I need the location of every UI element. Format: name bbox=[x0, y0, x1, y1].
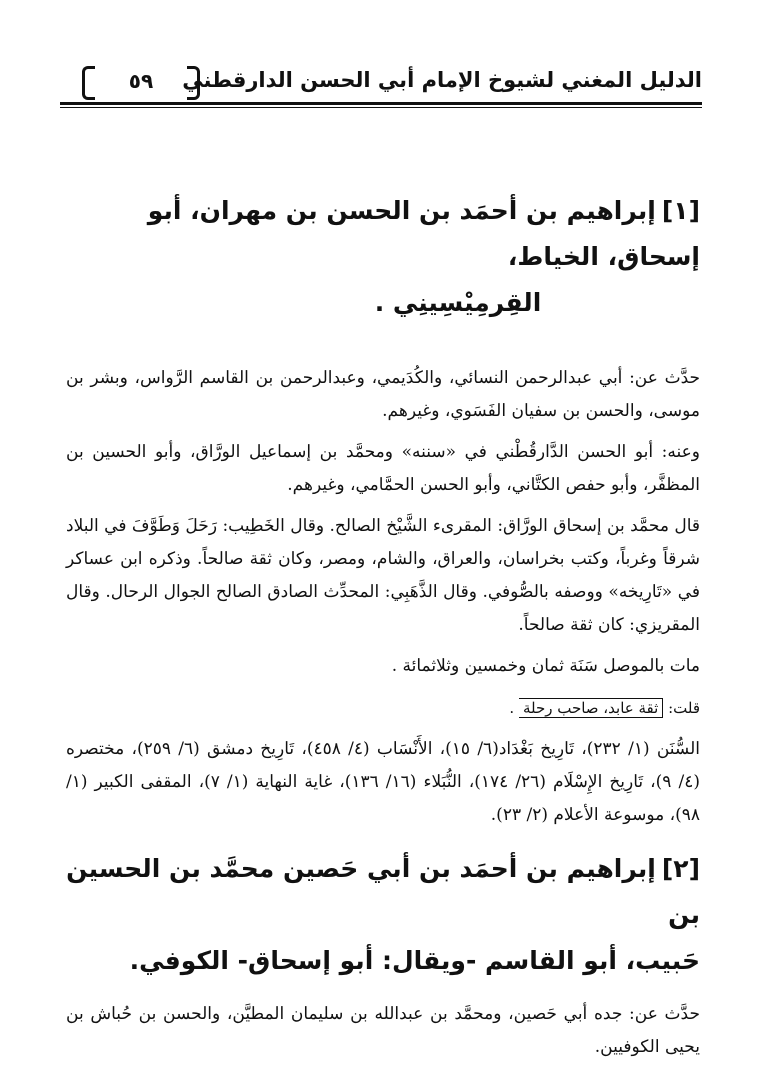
entry-narrators: وعنه: أبو الحسن الدَّارقُطْني في «سننه» ومحمَّد بن إسماعيل الورَّاق، وأبو الحسين بن المظفَّر، وأبو حفص الكتَّاني، وأبو الحسن الحمَّامي، وغيرهم. bbox=[66, 442, 700, 495]
entry-sources: السُّنَن (١/ ٢٣٢)، تَارِيخ بَغْدَاد(٦/ ١٥)، الأَنْسَاب (٤/ ٤٥٨)، تَارِيخ دمشق (٦/ ٢٥٩)، مختصره (٤/ ٩)، تَارِيخ الإِسْلَام (٢٦/ ١٧٤)، النُّبَلاء (١٦/ ١٣٦)، غاية النهاية (١/ ٧)، المقفى الكبير (١/ ٩٨)، موسوعة الأعلام (٢/ ٢٣). bbox=[66, 739, 700, 825]
running-header bbox=[60, 62, 702, 108]
page-number-frame bbox=[82, 66, 200, 96]
entry-title-line1: إبراهيم بن أحمَد بن أبي حَصين محمَّد بن الحسين بن bbox=[66, 854, 700, 929]
note-suffix: . bbox=[509, 699, 519, 717]
entry-number: [٢] bbox=[661, 854, 700, 883]
entry-heading-1 bbox=[66, 188, 700, 326]
entry-title-line2: القِرمِيْسِينِي . bbox=[374, 288, 542, 317]
entry-title-line1: إبراهيم بن أحمَد بن الحسن بن مهران، أبو إسحاق، الخياط، bbox=[147, 196, 700, 271]
note-prefix: قلت: bbox=[668, 699, 700, 717]
page-content bbox=[66, 188, 700, 1064]
entry-death: مات بالموصل سَنَة ثمان وخمسين وثلاثمائة . bbox=[391, 656, 700, 676]
entry-scholar-opinions: قال محمَّد بن إسحاق الورَّاق: المقرىء الشَّيْخ الصالح. وقال الخَطِيب: رَحَلَ وَطَوَّفَ في البلاد شرقاً وغرباً، وكتب بخراسان، والعراق، والشام، ومصر، وكان ثقة صالحاً. وذكره ابن عساكر في «تَارِيخه» ووصفه بالصُّوفي. وقال الذَّهَبِي: المحدِّث الصادق الصالح الجوال الرحال. وقال المقريزي: كان ثقة صالحاً. bbox=[66, 516, 700, 635]
header-rule-thin bbox=[60, 107, 702, 108]
header-rule bbox=[60, 102, 702, 105]
note-bracketed-text: ثقة عابد، صاحب رحلة bbox=[519, 698, 663, 718]
frame-right-bracket bbox=[187, 66, 200, 100]
frame-left-bracket bbox=[82, 66, 95, 100]
entry-heard-from: حدَّث عن: أبي عبدالرحمن النسائي، والكُدَيمي، وعبدالرحمن بن القاسم الرَّواس، وبشر بن موسى، والحسن بن سفيان الفَسَوي، وغيرهم. bbox=[66, 368, 701, 421]
page-number: ٥٩ bbox=[128, 69, 154, 93]
entry-author-note bbox=[66, 691, 700, 725]
entry-title-line2: حَبيب، أبو القاسم -ويقال: أبو إسحاق- الكوفي. bbox=[129, 946, 700, 975]
entry-number: [١] bbox=[661, 196, 700, 225]
entry-heard-from: حدَّث عن: جده أبي حَصين، ومحمَّد بن عبدالله بن سليمان المطيَّن، والحسن بن حُباش بن يحيى الكوفيين. bbox=[66, 1004, 700, 1057]
book-title: الدليل المغني لشيوخ الإمام أبي الحسن الدارقطني bbox=[182, 68, 702, 92]
entry-heading-2 bbox=[66, 846, 700, 984]
